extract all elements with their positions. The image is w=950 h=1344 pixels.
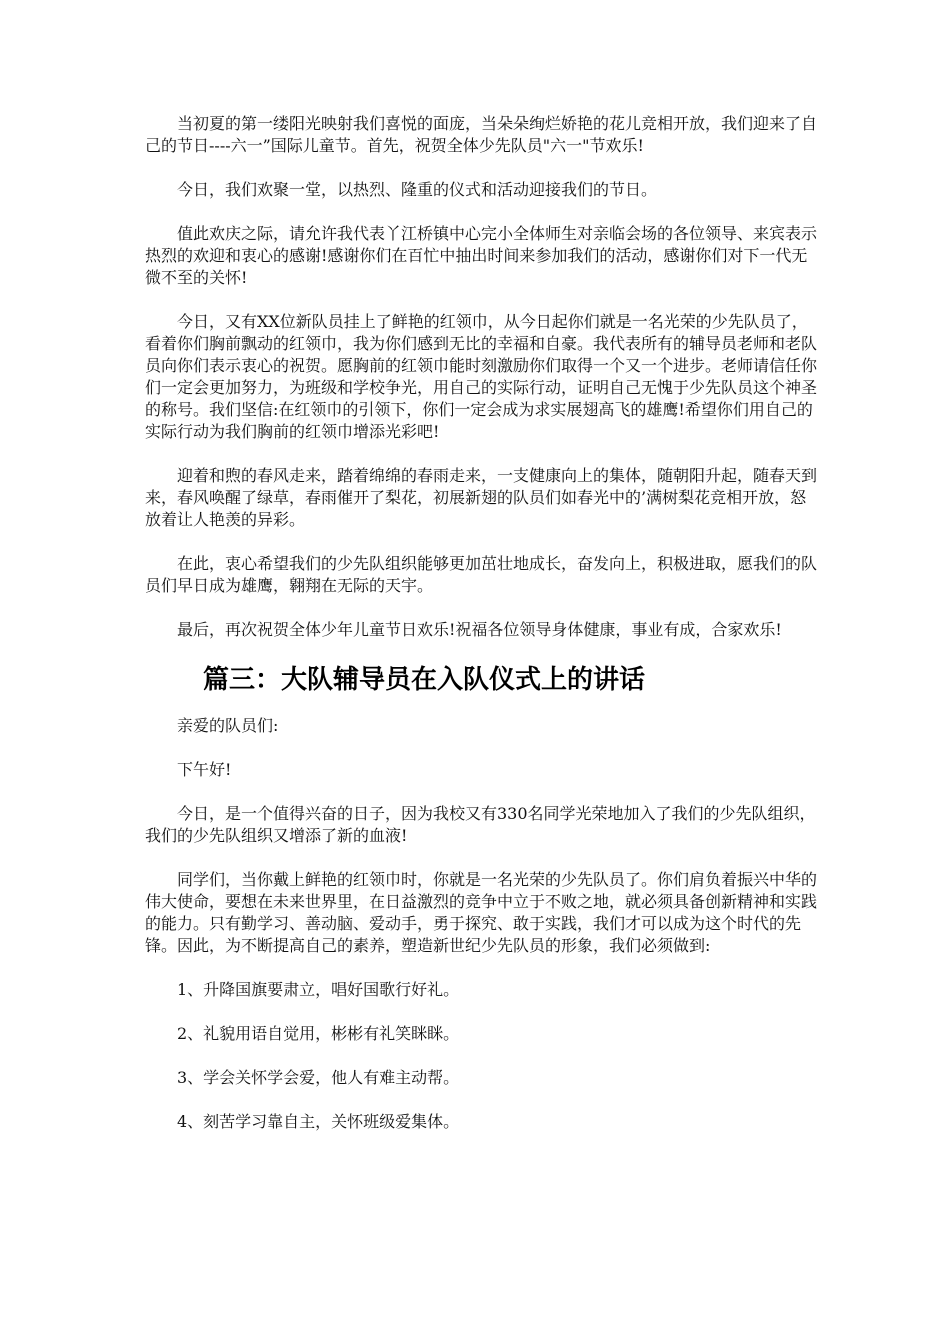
paragraph: 同学们，当你戴上鲜艳的红领巾时，你就是一名光荣的少先队员了。你们肩负着振兴中华的伟大使命，要想在未来世界里，在日益激烈的竞争中立于不败之地，就必须具备创新精神和实践的能力。只有勤学习、善动脑、爱动手，勇于探究、敢于实践，我们才可以成为这个时代的先锋。因此，为不断提高自己的素养，塑造新世纪少先队员的形象，我们必须做到: <box>145 870 818 955</box>
greeting: 亲爱的队员们: <box>177 716 279 735</box>
list-item: 1、升降国旗要肃立，唱好国歌行好礼。 <box>177 980 460 999</box>
list-item: 4、刻苦学习靠自主，关怀班级爱集体。 <box>177 1112 460 1131</box>
paragraph: 今日，我们欢聚一堂，以热烈、隆重的仪式和活动迎接我们的节日。 <box>177 180 658 199</box>
paragraph: 今日，又有XX位新队员挂上了鲜艳的红领巾，从今日起你们就是一名光荣的少先队员了，看着你们胸前飘动的红领巾，我为你们感到无比的幸福和自豪。我代表所有的辅导员老师和老队员向你们表示衷心的祝贺。愿胸前的红领巾能时刻激励你们取得一个又一个进步。老师请信任你们一定会更加努力，为班级和学校争光，用自己的实际行动，证明自己无愧于少先队员这个神圣的称号。我们坚信:在红领巾的引领下，你们一定会成为求实展翅高飞的雄鹰!希望你们用自己的实际行动为我们胸前的红领巾增添光彩吧! <box>145 312 818 441</box>
paragraph: 在此，衷心希望我们的少先队组织能够更加茁壮地成长，奋发向上，积极进取，愿我们的队员们早日成为雄鹰，翱翔在无际的天宇。 <box>145 554 818 595</box>
list-item: 2、礼貌用语自觉用，彬彬有礼笑眯眯。 <box>177 1024 460 1043</box>
section-heading: 篇三：大队辅导员在入队仪式上的讲话 <box>203 665 646 695</box>
document-page <box>145 113 817 1155</box>
paragraph: 今日，是一个值得兴奋的日子，因为我校又有330名同学光荣地加入了我们的少先队组织，我们的少先队组织又增添了新的血液! <box>145 804 816 845</box>
list-item: 3、学会关怀学会爱，他人有难主动帮。 <box>177 1068 460 1087</box>
paragraph: 最后，再次祝贺全体少年儿童节日欢乐!祝福各位领导身体健康，事业有成，合家欢乐! <box>177 620 782 639</box>
paragraph: 值此欢庆之际，请允许我代表丫江桥镇中心完小全体师生对亲临会场的各位领导、来宾表示热烈的欢迎和衷心的感谢!感谢你们在百忙中抽出时间来参加我们的活动，感谢你们对下一代无微不至的关怀! <box>145 224 818 287</box>
paragraph: 当初夏的第一缕阳光映射我们喜悦的面庞，当朵朵绚烂娇艳的花儿竞相开放，我们迎来了自己的节日----六一”国际儿童节。首先，祝贺全体少先队员"六一"节欢乐! <box>145 114 818 155</box>
salutation: 下午好! <box>177 760 232 779</box>
paragraph: 迎着和煦的春风走来，踏着绵绵的春雨走来，一支健康向上的集体，随朝阳升起，随春天到来，春风唤醒了绿草，春雨催开了梨花，初展新翅的队员们如春光中的’满树梨花竞相开放，怒放着让人艳羡的异彩。 <box>145 466 818 529</box>
